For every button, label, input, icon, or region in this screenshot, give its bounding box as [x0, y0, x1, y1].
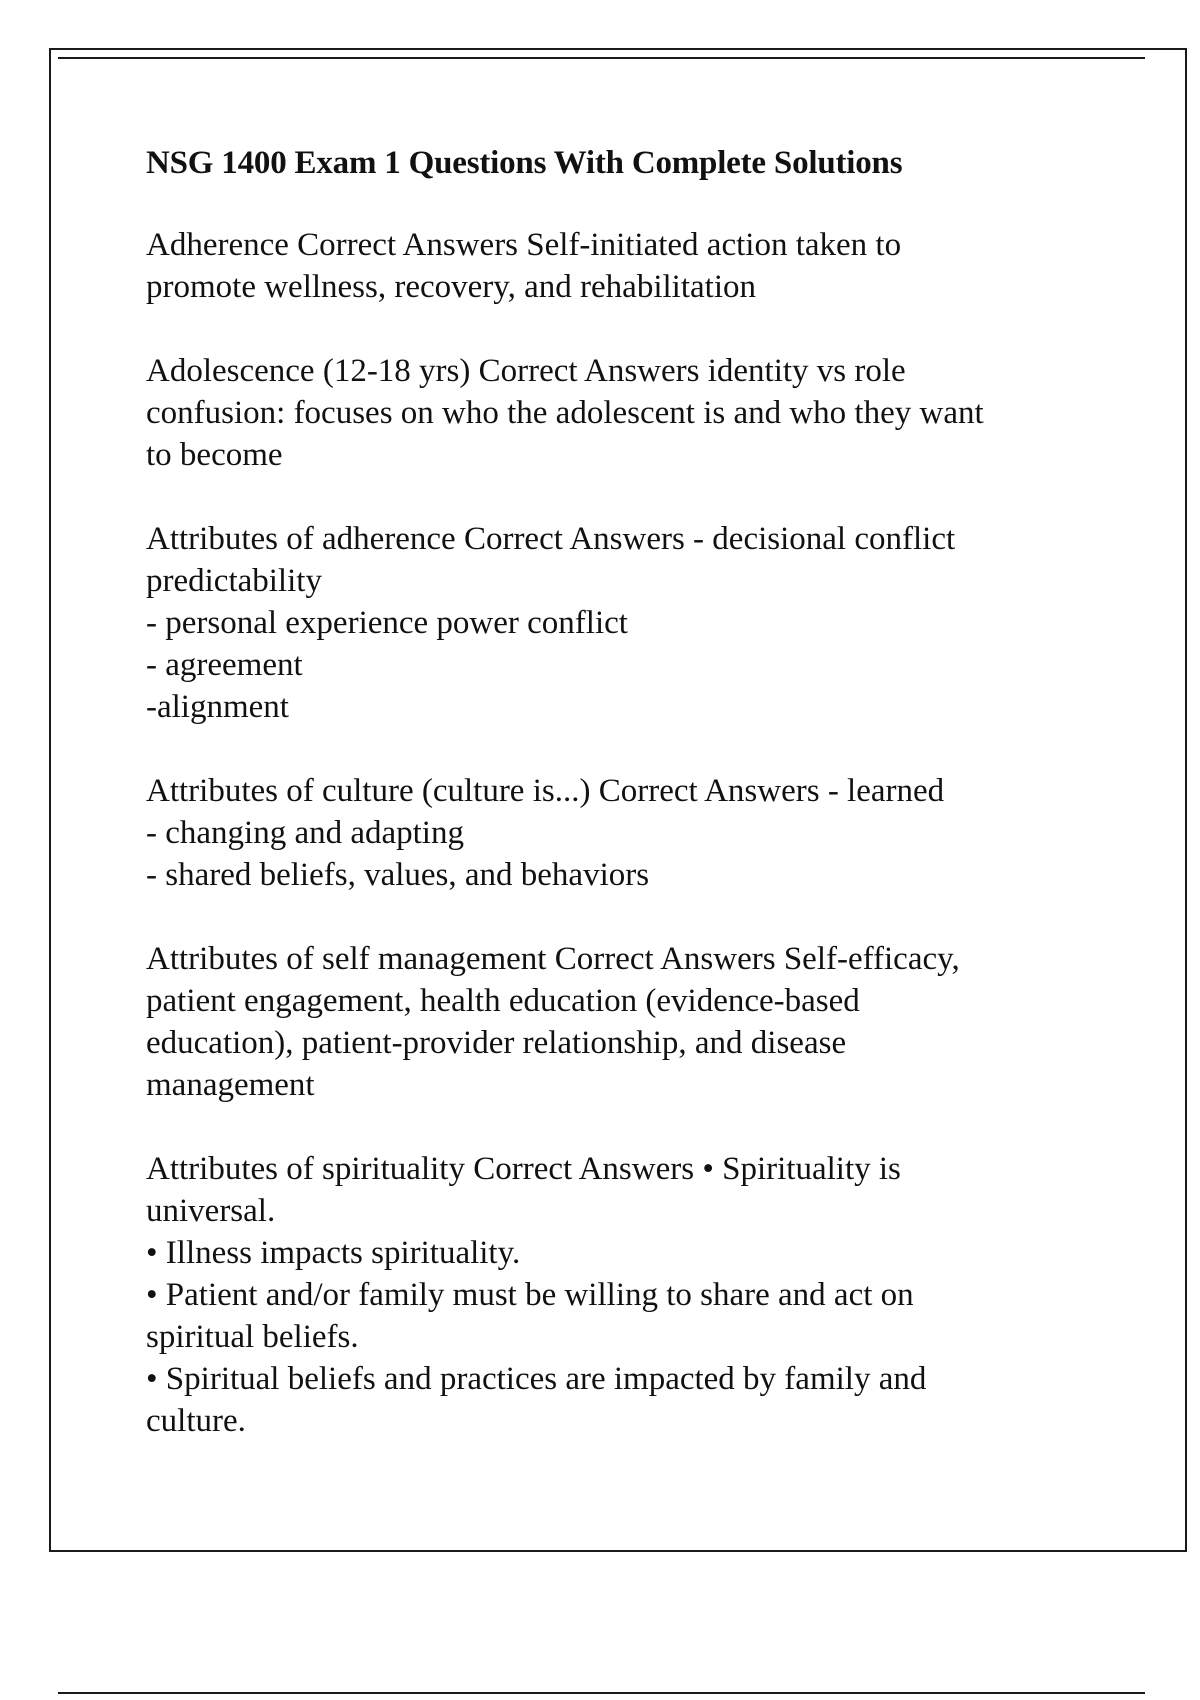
entry-attributes-of-adherence: Attributes of adherence Correct Answers - decisional conflict predictability - personal experience power conflict - agreement -alignment — [146, 521, 956, 725]
entry-attributes-of-self-management: Attributes of self management Correct Answers Self-efficacy, patient engagement, health education (evidence-based education), patient-provider relationship, and disease management — [146, 941, 960, 1103]
entry-adolescence: Adolescence (12-18 yrs) Correct Answers identity vs role confusion: focuses on who the adolescent is and who they want to become — [146, 353, 984, 473]
bottom-rule — [58, 1692, 1145, 1694]
entry-attributes-of-culture: Attributes of culture (culture is...) Correct Answers - learned - changing and adapting - shared beliefs, values, and behaviors — [146, 773, 945, 893]
entry-attributes-of-spirituality: Attributes of spirituality Correct Answers • Spirituality is universal. • Illness impacts spirituality. • Patient and/or family must be willing to share and act on spiritual beliefs. • Spiritual beliefs and practices are impacted by family and culture. — [146, 1151, 927, 1439]
document-title: NSG 1400 Exam 1 Questions With Complete Solutions — [146, 145, 903, 181]
entry-adherence: Adherence Correct Answers Self-initiated action taken to promote wellness, recovery, and rehabilitation — [146, 227, 902, 305]
document-body — [146, 142, 1086, 1484]
